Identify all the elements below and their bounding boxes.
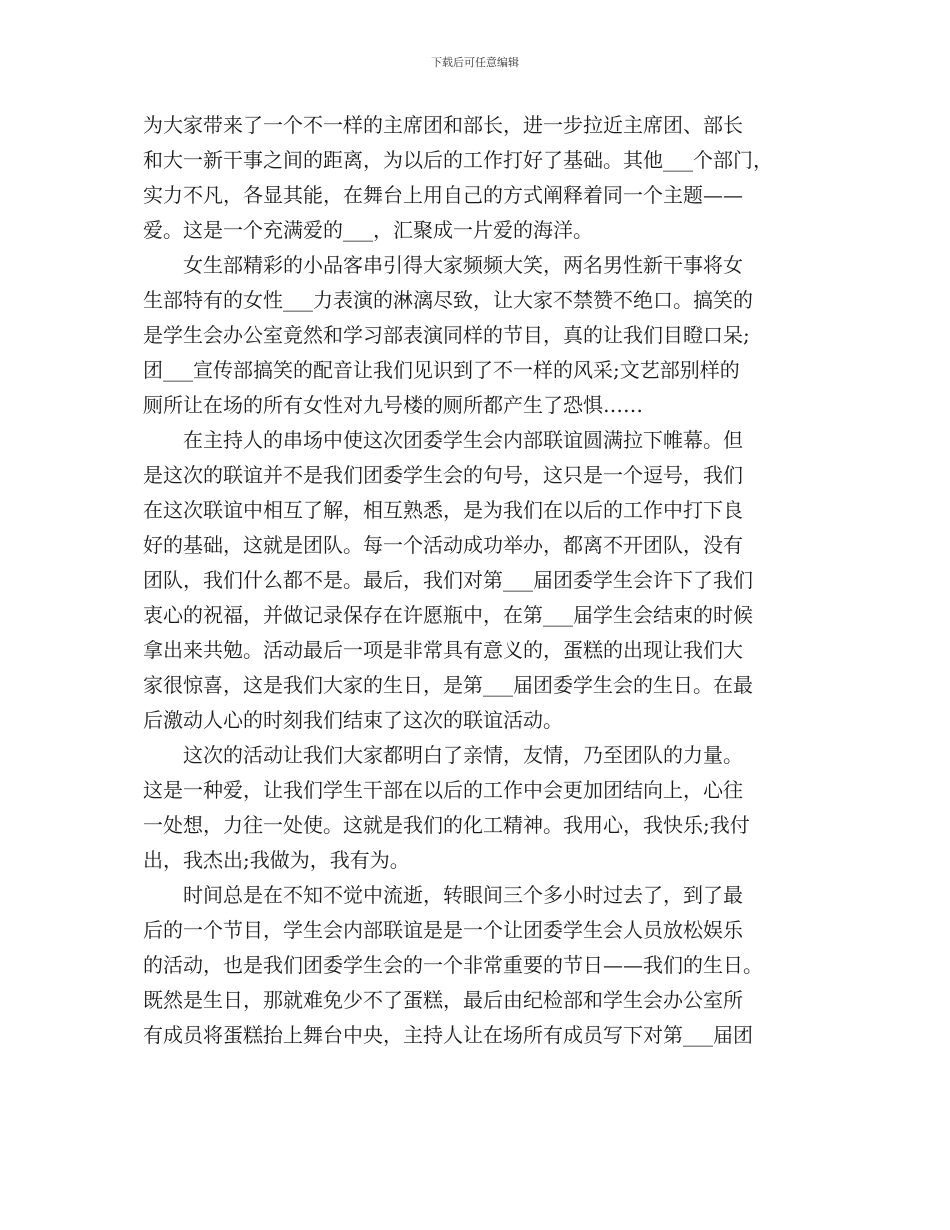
text-line: 是这次的联谊并不是我们团委学生会的句号，这只是一个逗号，我们 — [143, 463, 743, 487]
text-line: 在主持人的串场中使这次团委学生会内部联谊圆满拉下帷幕。但 — [143, 428, 743, 452]
text-line: 这次的活动让我们大家都明白了亲情，友情，乃至团队的力量。 — [143, 743, 743, 767]
text-line: 拿出来共勉。活动最后一项是非常具有意义的，蛋糕的出现让我们大 — [143, 638, 743, 662]
text-line: 后激动人心的时刻我们结束了这次的联谊活动。 — [143, 708, 563, 732]
text-line: 团队，我们什么都不是。最后，我们对第___届团委学生会许下了我们 — [143, 568, 753, 592]
text-line: 这是一种爱，让我们学生干部在以后的工作中会更加团结向上，心往 — [143, 778, 743, 802]
text-line: 厕所让在场的所有女性对九号楼的厕所都产生了恐惧…… — [143, 393, 643, 417]
text-line: 有成员将蛋糕抬上舞台中央，主持人让在场所有成员写下对第___届团 — [143, 1023, 753, 1047]
text-line: 一处想，力往一处使。这就是我们的化工精神。我用心，我快乐;我付 — [143, 813, 750, 837]
text-line: 生部特有的女性___力表演的淋漓尽致，让大家不禁赞不绝口。搞笑的 — [143, 288, 753, 312]
text-line: 衷心的祝福，并做记录保存在许愿瓶中，在第___届学生会结束的时候 — [143, 603, 753, 627]
text-line: 是学生会办公室竟然和学习部表演同样的节目，真的让我们目瞪口呆; — [143, 323, 750, 347]
text-line: 好的基础，这就是团队。每一个活动成功举办，都离不开团队，没有 — [143, 533, 743, 557]
page-header: 下载后可任意编辑 — [431, 56, 519, 69]
text-line: 在这次联谊中相互了解，相互熟悉，是为我们在以后的工作中打下良 — [143, 498, 743, 522]
text-line: 既然是生日，那就难免少不了蛋糕，最后由纪检部和学生会办公室所 — [143, 988, 743, 1012]
text-line: 时间总是在不知不觉中流逝，转眼间三个多小时过去了，到了最 — [143, 883, 743, 907]
document-body — [143, 108, 817, 1053]
text-line: 出，我杰出;我做为，我有为。 — [143, 848, 410, 872]
text-line: 为大家带来了一个不一样的主席团和部长，进一步拉近主席团、部长 — [143, 113, 743, 137]
text-line: 女生部精彩的小品客串引得大家频频大笑，两名男性新干事将女 — [143, 253, 743, 277]
text-line: 实力不凡，各显其能，在舞台上用自己的方式阐释着同一个主题—— — [143, 183, 743, 207]
text-line: 团___宣传部搞笑的配音让我们见识到了不一样的风采;文艺部别样的 — [143, 358, 740, 382]
text-line: 的活动，也是我们团委学生会的一个非常重要的节日——我们的生日。 — [143, 953, 763, 977]
text-line: 和大一新干事之间的距离，为以后的工作打好了基础。其他___个部门， — [143, 148, 773, 172]
text-line: 爱。这是一个充满爱的___，汇聚成一片爱的海洋。 — [143, 218, 593, 242]
text-line: 家很惊喜，这是我们大家的生日，是第___届团委学生会的生日。在最 — [143, 673, 753, 697]
text-line: 后的一个节目，学生会内部联谊是是一个让团委学生会人员放松娱乐 — [143, 918, 743, 942]
